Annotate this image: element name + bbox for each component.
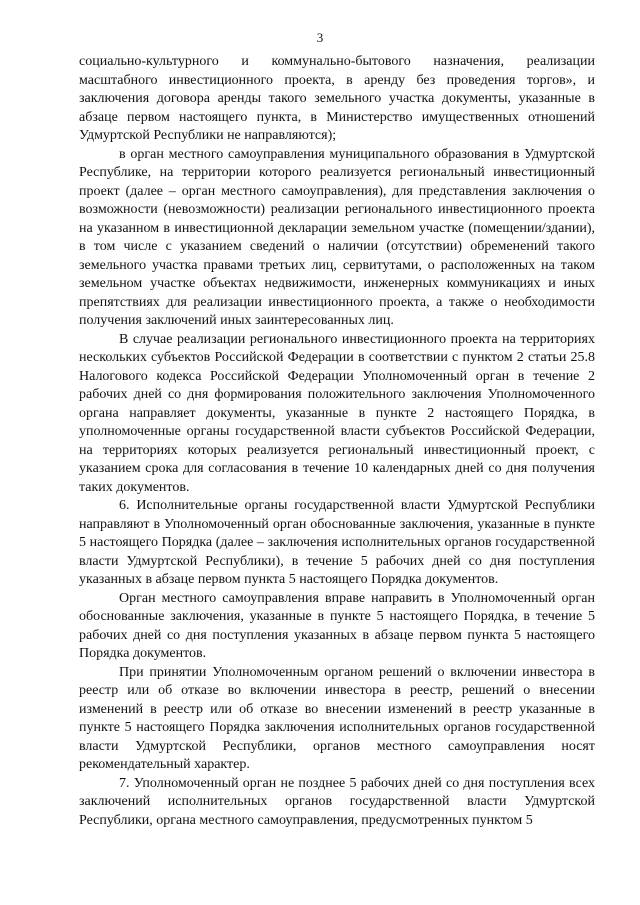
paragraph: 6. Исполнительные органы государственной власти Удмуртской Республики направляют в Уполномоченный орган обоснованные заключения, указанные в пункте 5 настоящего Порядка (далее – заключения исполнительных органов государственной власти Удмуртской Республики), в течение 5 рабочих дней со дня поступления указанных в абзаце первом пункта 5 настоящего Порядка документов. — [79, 498, 595, 587]
paragraph: 7. Уполномоченный орган не позднее 5 рабочих дней со дня поступления всех заключений исполнительных органов государственной власти Удмуртской Республики, органа местного самоуправления, предусмотренных пунктом 5 — [79, 775, 595, 828]
paragraph: Орган местного самоуправления вправе направить в Уполномоченный орган обоснованные заключения, указанные в пункте 5 настоящего Порядка, в течение 5 рабочих дней со дня поступления указанных в абзаце первом пункта 5 настоящего Порядка документов. — [79, 590, 595, 661]
page-number: 3 — [316, 30, 324, 45]
paragraph: В случае реализации регионального инвестиционного проекта на территориях нескольких субъектов Российской Федерации в соответствии с пунктом 2 статьи 25.8 Налогового кодекса Российской Федерации Уполномоченный орган в течение 2 рабочих дней со дня формирования положительного заключения Уполномоченного органа направляет документы, указанные в пункте 2 настоящего Порядка, в уполномоченные органы государственной власти субъектов Российской Федерации, на территориях которых реализуется региональный инвестиционный проект, с указанием срока для согласования в течение 10 календарных дней со дня получения таких документов. — [79, 331, 595, 495]
document-body — [79, 53, 595, 830]
paragraph: При принятии Уполномоченным органом решений о включении инвестора в реестр или об отказе во включении инвестора в реестр, решений о внесении изменений в реестр или об отказе во внесении изменений в реестр указанные в пункте 5 настоящего Порядка заключения исполнительных органов государственной власти Удмуртской Республики, органов местного самоуправления носят рекомендательный характер. — [79, 664, 595, 772]
paragraph: в орган местного самоуправления муниципального образования в Удмуртской Республике, на территории которого реализуется региональный инвестиционный проект (далее – орган местного самоуправления), для представления заключения о возможности (невозможности) реализации регионального инвестиционного проекта на указанном в инвестиционной декларации земельном участке (помещении/здании), в том числе с указанием сведений о наличии (отсутствии) обременений такого земельного участка правами третьих лиц, сервитутами, о расположенных на таком земельном участке объектах недвижимости, инженерных коммуникациях и иных препятствиях для реализации инвестиционного проекта, а также о необходимости получения заключений иных заинтересованных лиц. — [79, 146, 595, 328]
paragraph: социально-культурного и коммунально-бытового назначения, реализации масштабного инвестиционного проекта, в аренду без проведения торгов», и заключения договора аренды такого земельного участка документы, указанные в абзаце первом настоящего пункта, в Министерство имущественных отношений Удмуртской Республики не направляются); — [79, 54, 595, 143]
